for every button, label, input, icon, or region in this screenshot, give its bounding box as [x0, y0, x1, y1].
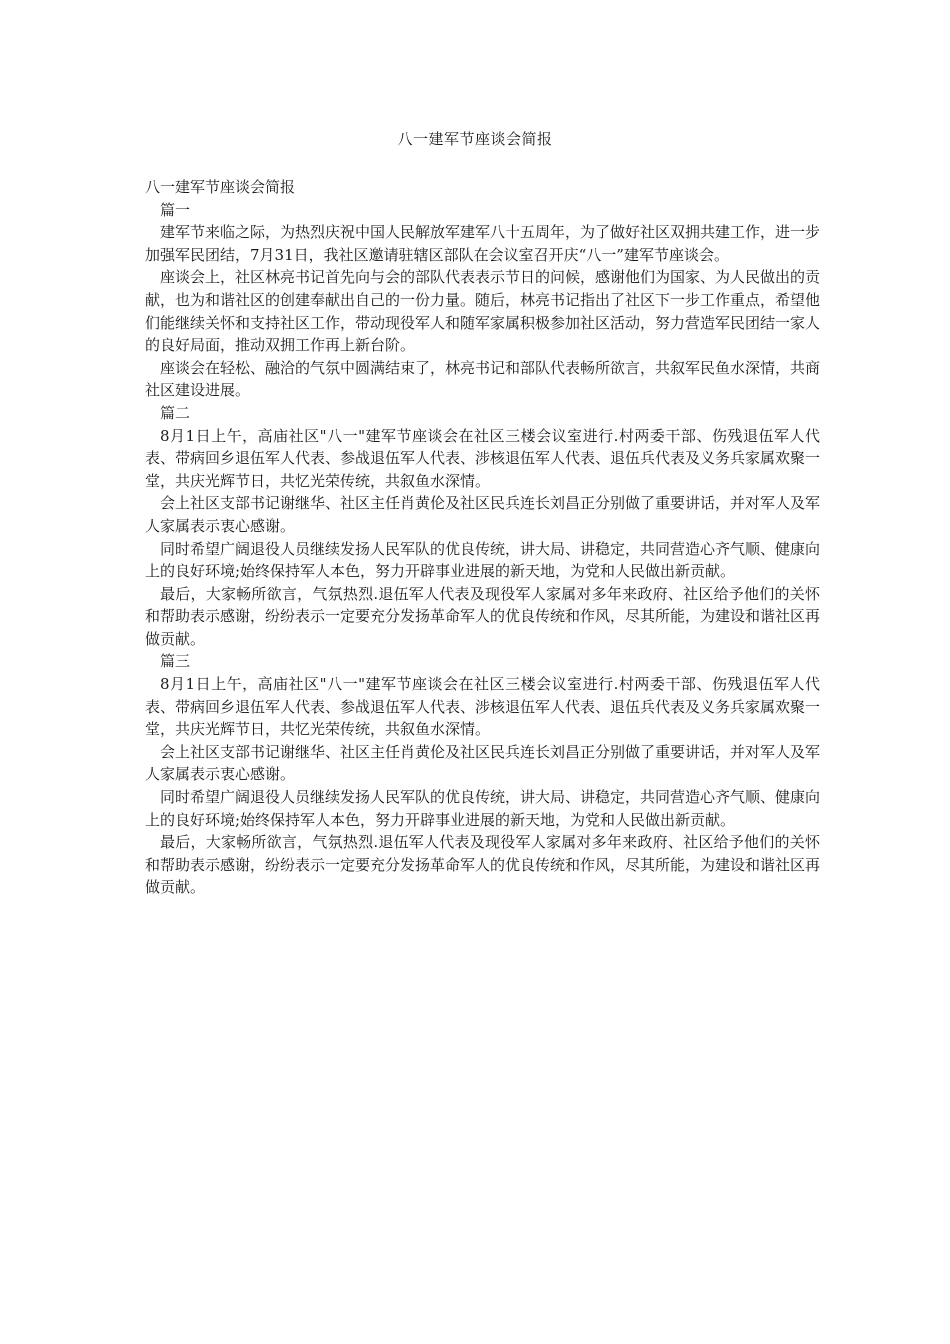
section-3-paragraph-2: 会上社区支部书记谢继华、社区主任肖黄伦及社区民兵连长刘昌正分别做了重要讲话，并对军人及军人家属表示衷心感谢。: [145, 742, 821, 784]
section-1-paragraph-3: 座谈会在轻松、融洽的气氛中圆满结束了，林亮书记和部队代表畅所欲言，共叙军民鱼水深情，共商社区建设进展。: [145, 358, 821, 400]
section-1-paragraph-1: 建军节来临之际，为热烈庆祝中国人民解放军建军八十五周年，为了做好社区双拥共建工作，进一步加强军民团结，7月31日，我社区邀请驻辖区部队在会议室召开庆“八一”建军节座谈会。: [145, 223, 821, 264]
section-2-paragraph-2: 会上社区支部书记谢继华、社区主任肖黄伦及社区民兵连长刘昌正分别做了重要讲话，并对军人及军人家属表示衷心感谢。: [145, 494, 821, 535]
section-3-paragraph-1: 8月1日上午，高庙社区"八一"建军节座谈会在社区三楼会议室进行.村两委干部、伤残退伍军人代表、带病回乡退伍军人代表、参战退伍军人代表、涉核退伍军人代表、退伍兵代表及义务兵家属欢聚一堂，共庆光辉节日，共忆光荣传统，共叙鱼水深情。: [145, 675, 821, 739]
section-label-2: 篇二: [160, 403, 191, 422]
section-label-3: 篇三: [160, 652, 191, 671]
section-label-1: 篇一: [160, 200, 191, 219]
section-2-paragraph-1: 8月1日上午，高庙社区"八一"建军节座谈会在社区三楼会议室进行.村两委干部、伤残退伍军人代表、带病回乡退伍军人代表、参战退伍军人代表、涉核退伍军人代表、退伍兵代表及义务兵家属欢聚一堂，共庆光辉节日，共忆光荣传统，共叙鱼水深情。: [145, 426, 821, 490]
section-1-paragraph-2: 座谈会上，社区林亮书记首先向与会的部队代表表示节日的问候，感谢他们为国家、为人民做出的贡献，也为和谐社区的创建奉献出自己的一份力量。随后，林亮书记指出了社区下一步工作重点，希望他们能继续关怀和支持社区工作，带动现役军人和随军家属积极参加社区活动，努力营造军民团结一家人的良好局面，推动双拥工作再上新台阶。: [145, 268, 821, 355]
section-2-paragraph-3: 同时希望广阔退役人员继续发扬人民军队的优良传统，讲大局、讲稳定，共同营造心齐气顺、健康向上的良好环境;始终保持军人本色，努力开辟事业进展的新天地，为党和人民做出新贡献。: [145, 539, 821, 581]
section-3-paragraph-4: 最后，大家畅所欲言，气氛热烈.退伍军人代表及现役军人家属对多年来政府、社区给予他们的关怀和帮助表示感谢，纷纷表示一定要充分发扬革命军人的优良传统和作风，尽其所能，为建设和谐社区再做贡献。: [145, 833, 821, 897]
section-2-paragraph-4: 最后，大家畅所欲言，气氛热烈.退伍军人代表及现役军人家属对多年来政府、社区给予他们的关怀和帮助表示感谢，纷纷表示一定要充分发扬革命军人的优良传统和作风，尽其所能，为建设和谐社区再做贡献。: [145, 584, 821, 648]
document-title: 八一建军节座谈会简报: [397, 130, 553, 148]
document-subtitle: 八一建军节座谈会简报: [145, 178, 296, 196]
document-body: [145, 176, 820, 899]
section-3-paragraph-3: 同时希望广阔退役人员继续发扬人民军队的优良传统，讲大局、讲稳定，共同营造心齐气顺、健康向上的良好环境;始终保持军人本色，努力开辟事业进展的新天地，为党和人民做出新贡献。: [145, 788, 821, 829]
